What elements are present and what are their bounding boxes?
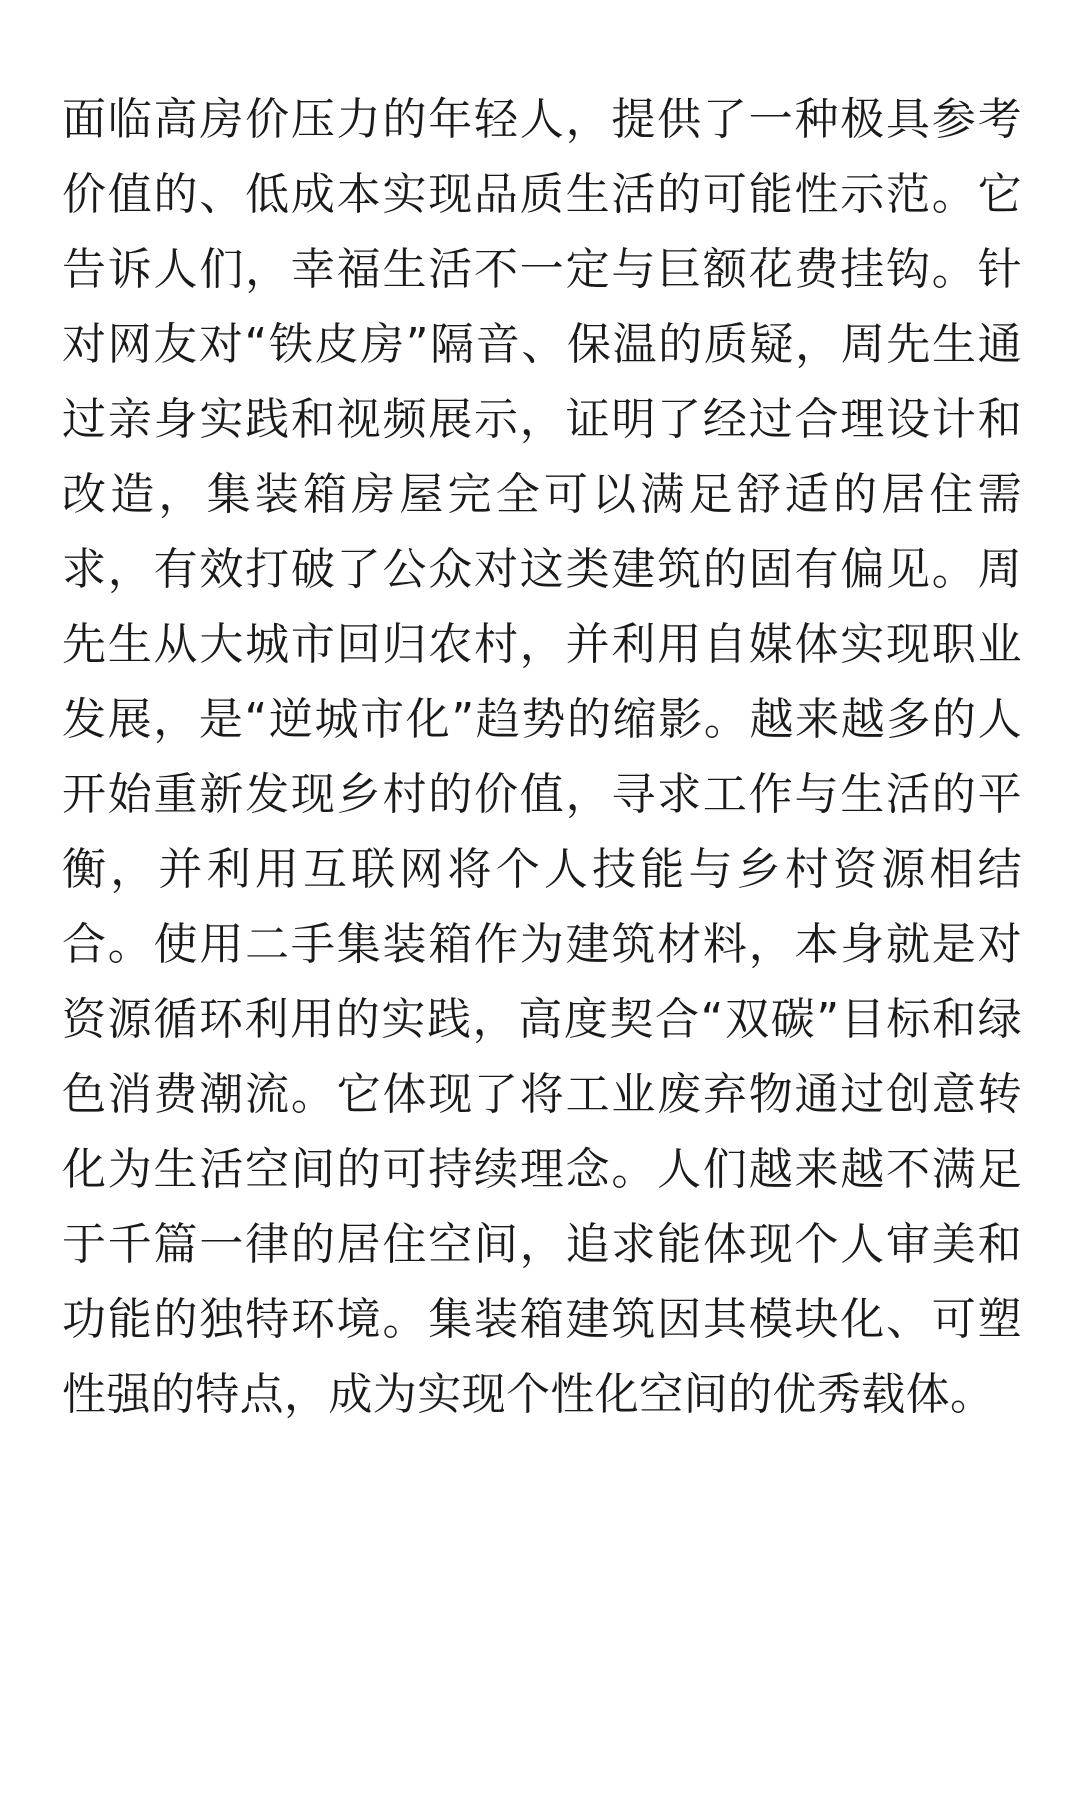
article-body: [62, 82, 1022, 1432]
article-paragraph: 面临高房价压力的年轻人，提供了一种极具参考价值的、低成本实现品质生活的可能性示范。它告诉人们，幸福生活不一定与巨额花费挂钩。针对网友对“铁皮房”隔音、保温的质疑，周先生通过亲身实践和视频展示，证明了经过合理设计和改造，集装箱房屋完全可以满足舒适的居住需求，有效打破了公众对这类建筑的固有偏见。周先生从大城市回归农村，并利用自媒体实现职业发展，是“逆城市化”趋势的缩影。越来越多的人开始重新发现乡村的价值，寻求工作与生活的平衡，并利用互联网将个人技能与乡村资源相结合。使用二手集装箱作为建筑材料，本身就是对资源循环利用的实践，高度契合“双碳”目标和绿色消费潮流。它体现了将工业废弃物通过创意转化为生活空间的可持续理念。人们越来越不满足于千篇一律的居住空间，追求能体现个人审美和功能的独特环境。集装箱建筑因其模块化、可塑性强的特点，成为实现个性化空间的优秀载体。: [62, 94, 1022, 1420]
